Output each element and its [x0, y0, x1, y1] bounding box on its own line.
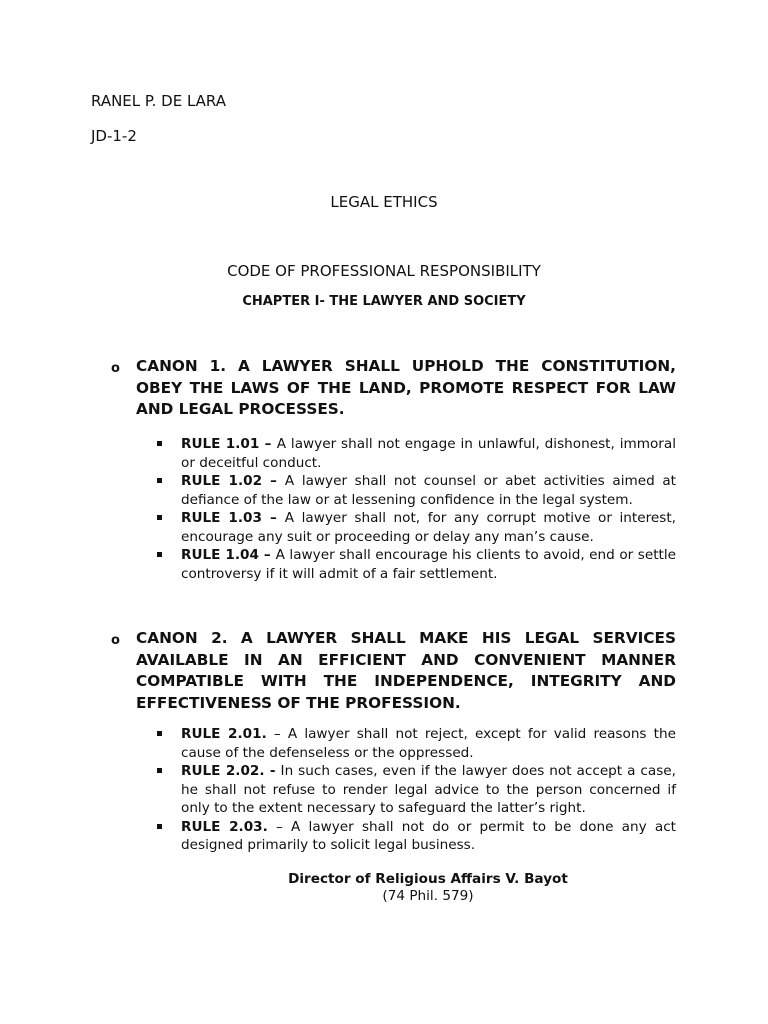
bullet-square-icon	[157, 441, 162, 446]
rule-label: RULE 1.01 –	[181, 436, 277, 452]
rule-text: A lawyer shall not, for any corrupt motive or interest, encourage any suit or proceeding or delay any man’s cause.	[181, 510, 676, 545]
chapter-heading: CHAPTER I- THE LAWYER AND SOCIETY	[242, 294, 526, 309]
canon-bullet: o	[111, 361, 120, 376]
bullet-square-icon	[157, 478, 162, 483]
rule-text: – A lawyer shall not do or permit to be done any act designed primarily to solicit legal business.	[181, 818, 676, 853]
rule-1-01	[181, 435, 676, 472]
bullet-square-icon	[157, 824, 162, 829]
canon-2-rules	[181, 725, 676, 855]
rule-text: In such cases, even if the lawyer does not accept a case, he shall not refuse to render legal advice to the person concerned if only to the extent necessary to safeguard the latter’s right.	[181, 763, 676, 816]
canon-1-rules	[181, 435, 676, 583]
case-citation: (74 Phil. 579)	[382, 888, 474, 904]
canon-bullet: o	[111, 633, 120, 648]
bullet-square-icon	[157, 515, 162, 520]
code-title: CODE OF PROFESSIONAL RESPONSIBILITY	[227, 262, 541, 280]
rule-text: A lawyer shall not engage in unlawful, dishonest, immoral or deceitful conduct.	[181, 436, 676, 471]
rule-1-04	[181, 546, 676, 583]
rule-label: RULE 2.03.	[181, 818, 268, 835]
course-code: JD-1-2	[91, 127, 137, 145]
canon-text: CANON 2. A LAWYER SHALL MAKE HIS LEGAL SERVICES AVAILABLE IN AN EFFICIENT AND CONVENIENT MANNER COMPATIBLE WITH THE INDEPENDENCE, INTEGRITY AND EFFECTIVENESS OF THE PROFESSION.	[136, 629, 676, 712]
author-name: RANEL P. DE LARA	[91, 92, 226, 110]
bullet-square-icon	[157, 731, 162, 736]
rule-label: RULE 1.04 –	[181, 547, 276, 563]
rule-2-01	[181, 725, 676, 762]
document-title: LEGAL ETHICS	[330, 193, 438, 211]
rule-text: A lawyer shall not counsel or abet activities aimed at defiance of the law or at lessening confidence in the legal system.	[181, 473, 676, 508]
rule-1-03	[181, 509, 676, 546]
canon-1	[136, 356, 676, 421]
canon-text: CANON 1. A LAWYER SHALL UPHOLD THE CONSTITUTION, OBEY THE LAWS OF THE LAND, PROMOTE RESPECT FOR LAW AND LEGAL PROCESSES.	[136, 357, 676, 418]
rule-2-03	[181, 818, 676, 855]
case-title: Director of Religious Affairs V. Bayot	[288, 871, 568, 887]
rule-label: RULE 2.01.	[181, 726, 267, 742]
bullet-square-icon	[157, 552, 162, 557]
rule-label: RULE 1.02 –	[181, 473, 285, 489]
rule-label: RULE 2.02. -	[181, 763, 276, 779]
rule-2-02	[181, 762, 676, 818]
canon-2	[136, 628, 676, 714]
rule-label: RULE 1.03 –	[181, 510, 285, 526]
rule-text: – A lawyer shall not reject, except for valid reasons the cause of the defenseless or the oppressed.	[181, 726, 676, 761]
bullet-square-icon	[157, 768, 162, 773]
rule-1-02	[181, 472, 676, 509]
rule-text: A lawyer shall encourage his clients to avoid, end or settle controversy if it will admit of a fair settlement.	[181, 547, 676, 582]
